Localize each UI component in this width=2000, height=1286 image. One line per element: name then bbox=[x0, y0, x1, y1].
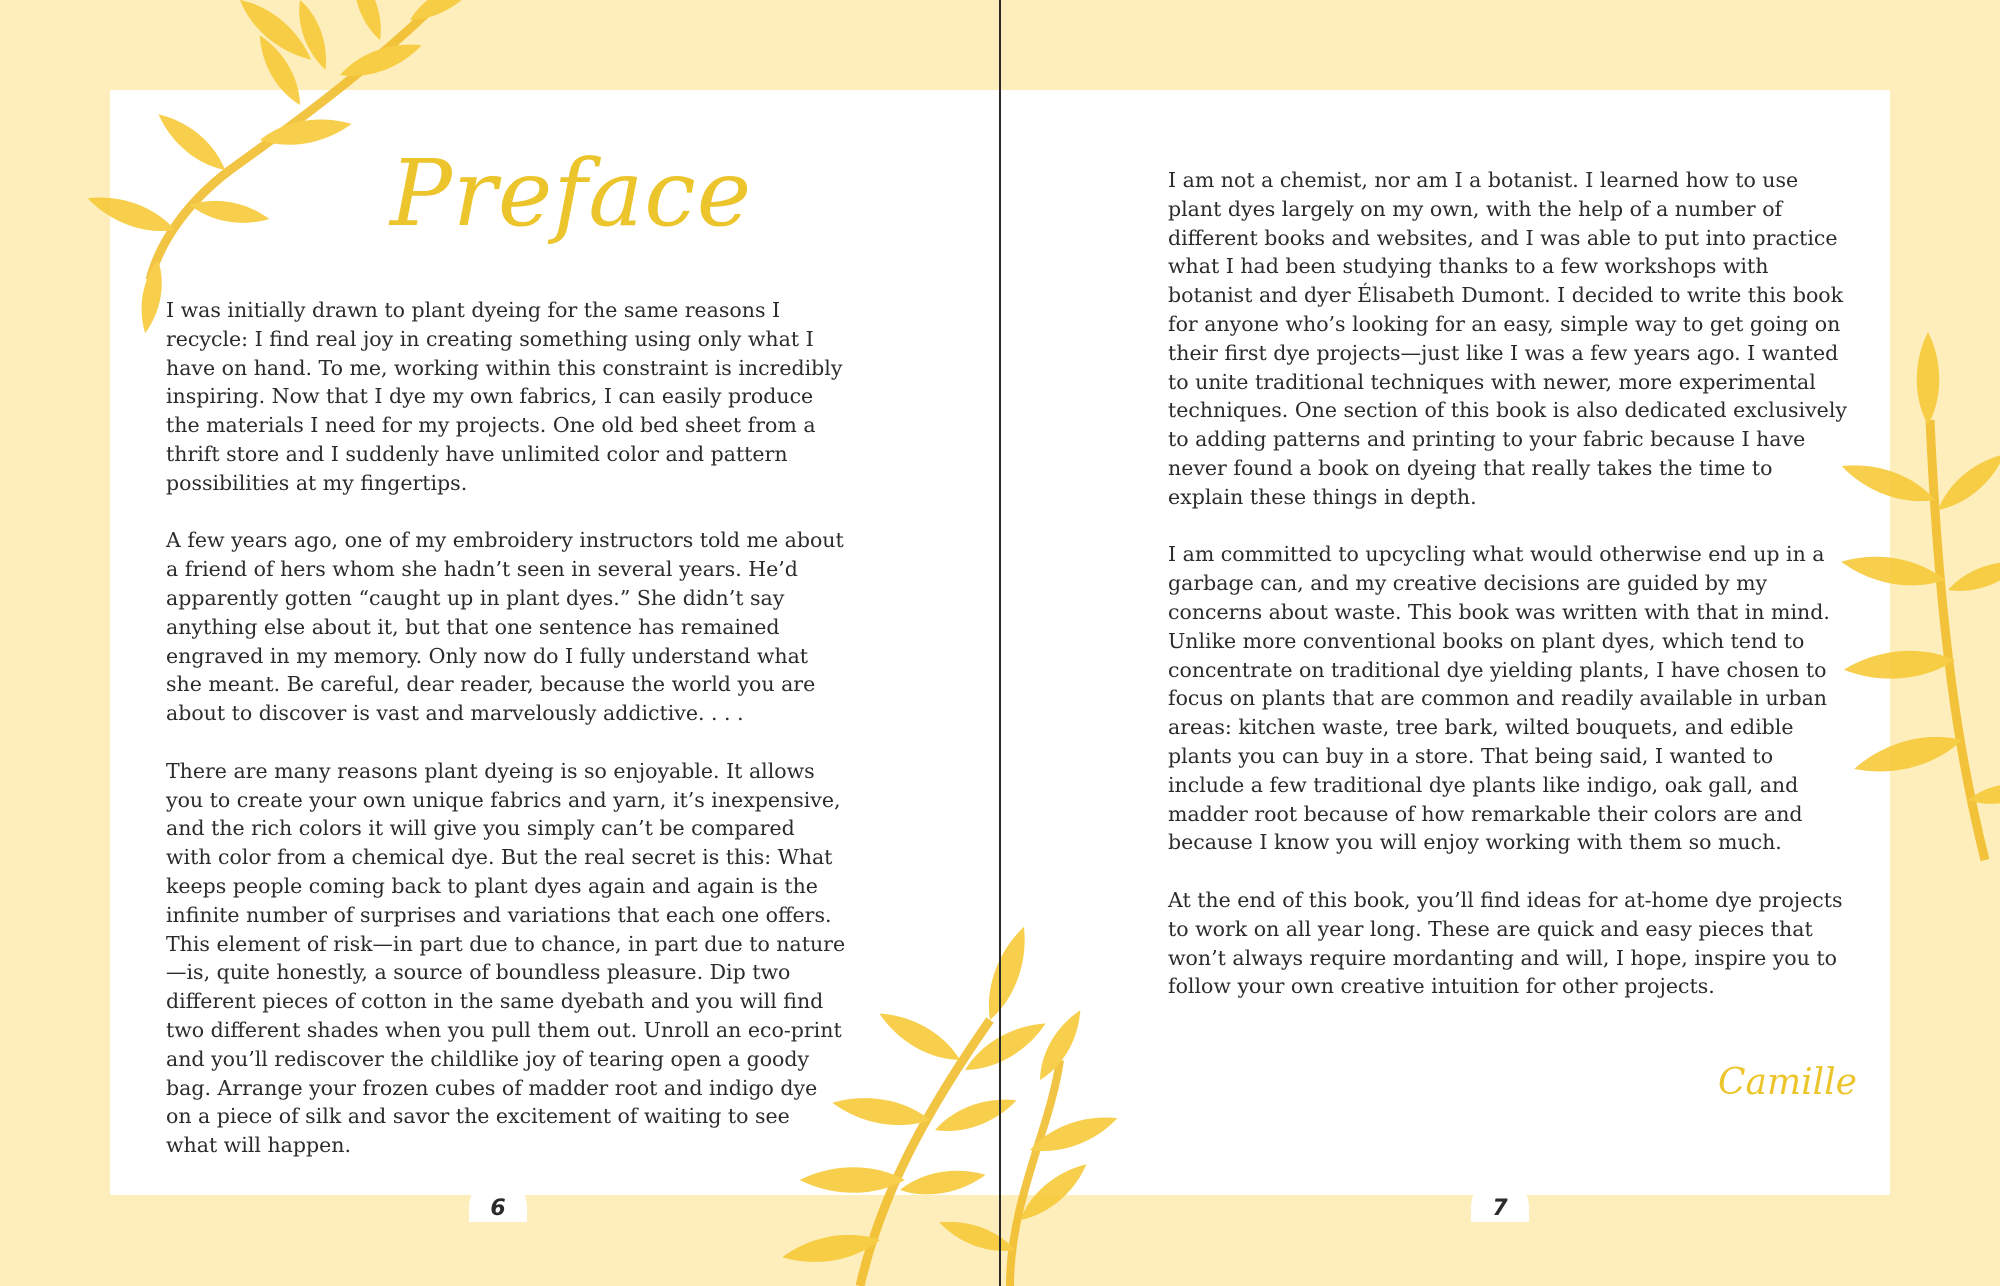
right-text-column bbox=[1168, 166, 1848, 1030]
author-signature: Camille bbox=[1718, 1062, 1857, 1103]
paragraph: A few years ago, one of my embroidery instructors told me about a friend of hers whom she hadn’t seen in several years. He’d apparently gotten “caught up in plant dyes.” She didn’t say anything else about it, but that one sentence has remained engraved in my memory. Only now do I fully understand what she meant. Be careful, dear reader, because the world you are about to discover is vast and marvelously addictive. . . . bbox=[166, 528, 844, 726]
paragraph: I am not a chemist, nor am I a botanist. I learned how to use plant dyes largely on my own, with the help of a number of different books and websites, and I was able to put into practice what I had been studying thanks to a few workshops with botanist and dyer Élisabeth Dumont. I decided to write this book for anyone who’s looking for an easy, simple way to get going on their first dye projects—just like I was a few years ago. I wanted to unite traditional techniques with newer, more experimental techniques. One section of this book is also dedicated exclusively to adding patterns and printing to your fabric because I have never found a book on dyeing that really takes the time to explain these things in depth. bbox=[1168, 168, 1847, 509]
paragraph: I was initially drawn to plant dyeing for the same reasons I recycle: I find real joy in creating something using only what I have on hand. To me, working within this constraint is incredibly inspiring. Now that I dye my own fabrics, I can easily produce the materials I need for my projects. One old bed sheet from a thrift store and I suddenly have unlimited color and pattern possibilities at my fingertips. bbox=[166, 298, 843, 495]
paragraph: At the end of this book, you’ll find ideas for at-home dye projects to work on all year long. These are quick and easy pieces that won’t always require mordanting and will, I hope, inspire you to follow your own creative intuition for other projects. bbox=[1168, 887, 1843, 999]
left-text-column bbox=[166, 296, 846, 1189]
paragraph: There are many reasons plant dyeing is so enjoyable. It allows you to create your own unique fabrics and yarn, it’s inexpensive, and the rich colors it will give you simply can’t be compared with color from a chemical dye. But the real secret is this: What keeps people coming back to plant dyes again and again is the infinite number of surprises and variations that each one offers. This element of risk—in part due to chance, in part due to nature—is, quite honestly, a source of boundless pleasure. Dip two different pieces of cotton in the same dyebath and you will find two different shades when you pull them out. Unroll an eco-print and you’ll rediscover the childlike joy of tearing open a goody bag. Arrange your frozen cubes of madder root and indigo dye on a piece of silk and savor the excitement of waiting to see what will happen. bbox=[166, 758, 846, 1158]
book-gutter bbox=[999, 0, 1001, 1286]
page-number-right: 7 bbox=[1492, 1196, 1508, 1221]
paragraph: I am committed to upcycling what would otherwise end up in a garbage can, and my creative decisions are guided by my concerns about waste. This book was written with that in mind. Unlike more conventional books on plant dyes, which tend to concentrate on traditional dye yielding plants, I have chosen to focus on plants that are common and readily available in urban areas: kitchen waste, tree bark, wilted bouquets, and edible plants you can buy in a store. That being said, I wanted to include a few traditional dye plants like indigo, oak gall, and madder root because of how remarkable their colors are and because I know you will enjoy working with them so much. bbox=[1168, 542, 1830, 855]
page-number-left: 6 bbox=[490, 1196, 506, 1221]
page-title: Preface bbox=[390, 140, 753, 247]
leaf-branch-right-icon bbox=[1838, 332, 2000, 860]
